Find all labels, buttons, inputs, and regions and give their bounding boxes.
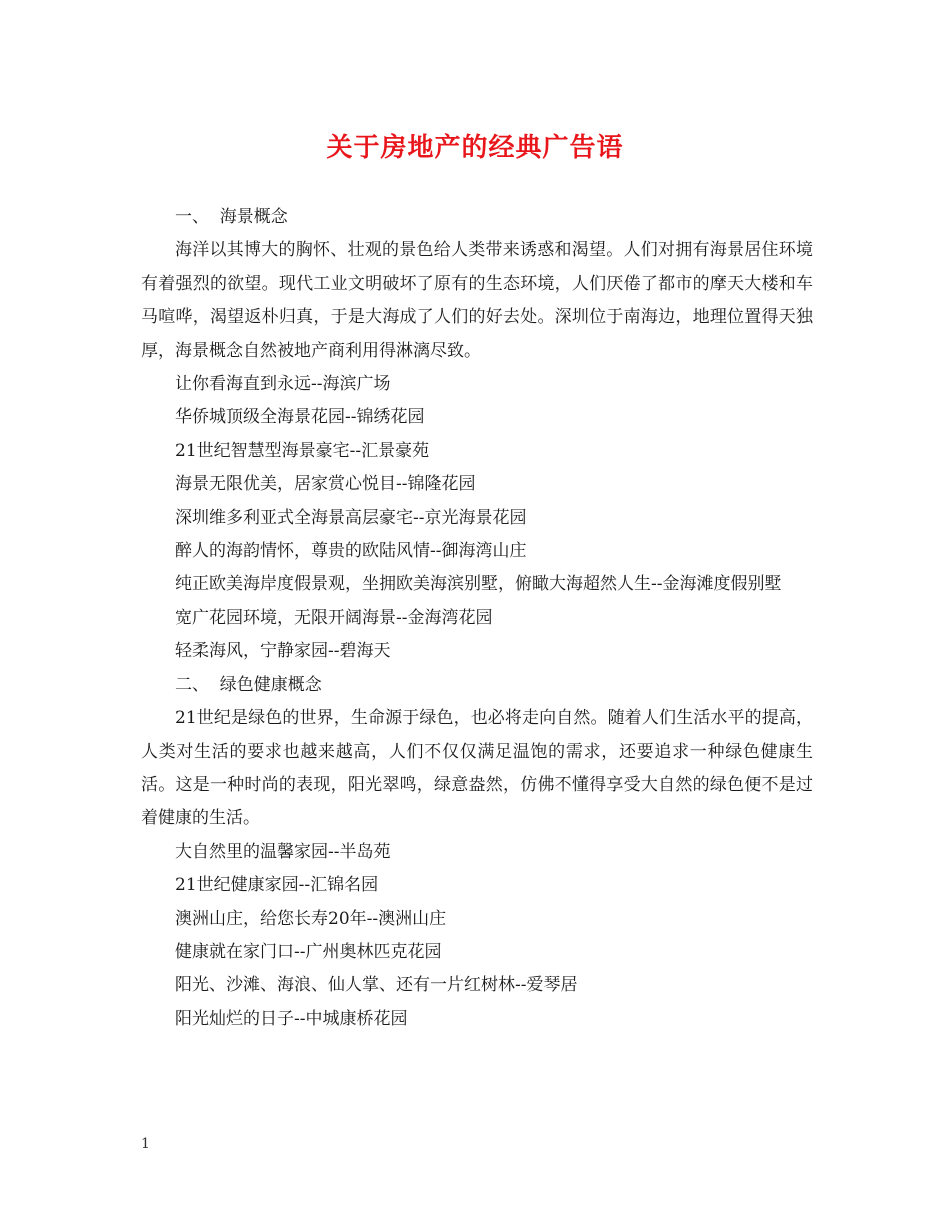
slogan-line: 海景无限优美，居家赏心悦目--锦隆花园 — [175, 474, 476, 495]
document-body — [141, 201, 813, 1036]
section-heading: 一、 海景概念 — [175, 207, 288, 227]
slogan-line: 醉人的海韵情怀，尊贵的欧陆风情--御海湾山庄 — [175, 541, 527, 562]
slogan-line: 纯正欧美海岸度假景观，坐拥欧美海滨别墅，俯瞰大海超然人生--金海滩度假别墅 — [175, 574, 782, 595]
slogan-line: 健康就在家门口--广州奥林匹克花园 — [175, 941, 442, 962]
slogan-line: 华侨城顶级全海景花园--锦绣花园 — [175, 407, 425, 428]
slogan-line: 让你看海直到永远--海滨广场 — [175, 374, 391, 395]
slogan-line: 21世纪健康家园--汇锦名园 — [175, 875, 379, 896]
section-intro: 海洋以其博大的胸怀、壮观的景色给人类带来诱惑和渴望。人们对拥有海景居住环境有着强烈的欲望。现代工业文明破坏了原有的生态环境，人们厌倦了都市的摩天大楼和车马喧哗，渴望返朴归真，于是大海成了人们的好去处。深圳位于南海边，地理位置得天独厚，海景概念自然被地产商利用得淋漓尽致。 — [141, 240, 813, 361]
page-number: 1 — [141, 1136, 150, 1152]
slogan-line: 宽广花园环境，无限开阔海景--金海湾花园 — [175, 607, 493, 628]
section-heading: 二、 绿色健康概念 — [175, 674, 322, 695]
slogan-line: 轻柔海风，宁静家园--碧海天 — [175, 641, 391, 662]
slogan-line: 阳光灿烂的日子--中城康桥花园 — [175, 1008, 408, 1029]
slogan-line: 阳光、沙滩、海浪、仙人掌、还有一片红树林--爱琴居 — [175, 975, 578, 996]
slogan-line: 21世纪智慧型海景豪宅--汇景豪苑 — [175, 440, 430, 461]
slogan-line: 澳洲山庄，给您长寿20年--澳洲山庄 — [175, 908, 447, 929]
document-title: 关于房地产的经典广告语 — [326, 133, 624, 163]
slogan-line: 深圳维多利亚式全海景高层豪宅--京光海景花园 — [175, 507, 527, 528]
section-intro: 21世纪是绿色的世界，生命源于绿色，也必将走向自然。随着人们生活水平的提高，人类对生活的要求也越来越高，人们不仅仅满足温饱的需求，还要追求一种绿色健康生活。这是一种时尚的表现，阳光翠鸣，绿意盎然，仿佛不懂得享受大自然的绿色便不是过着健康的生活。 — [141, 708, 813, 829]
slogan-line: 大自然里的温馨家园--半岛苑 — [175, 841, 391, 862]
